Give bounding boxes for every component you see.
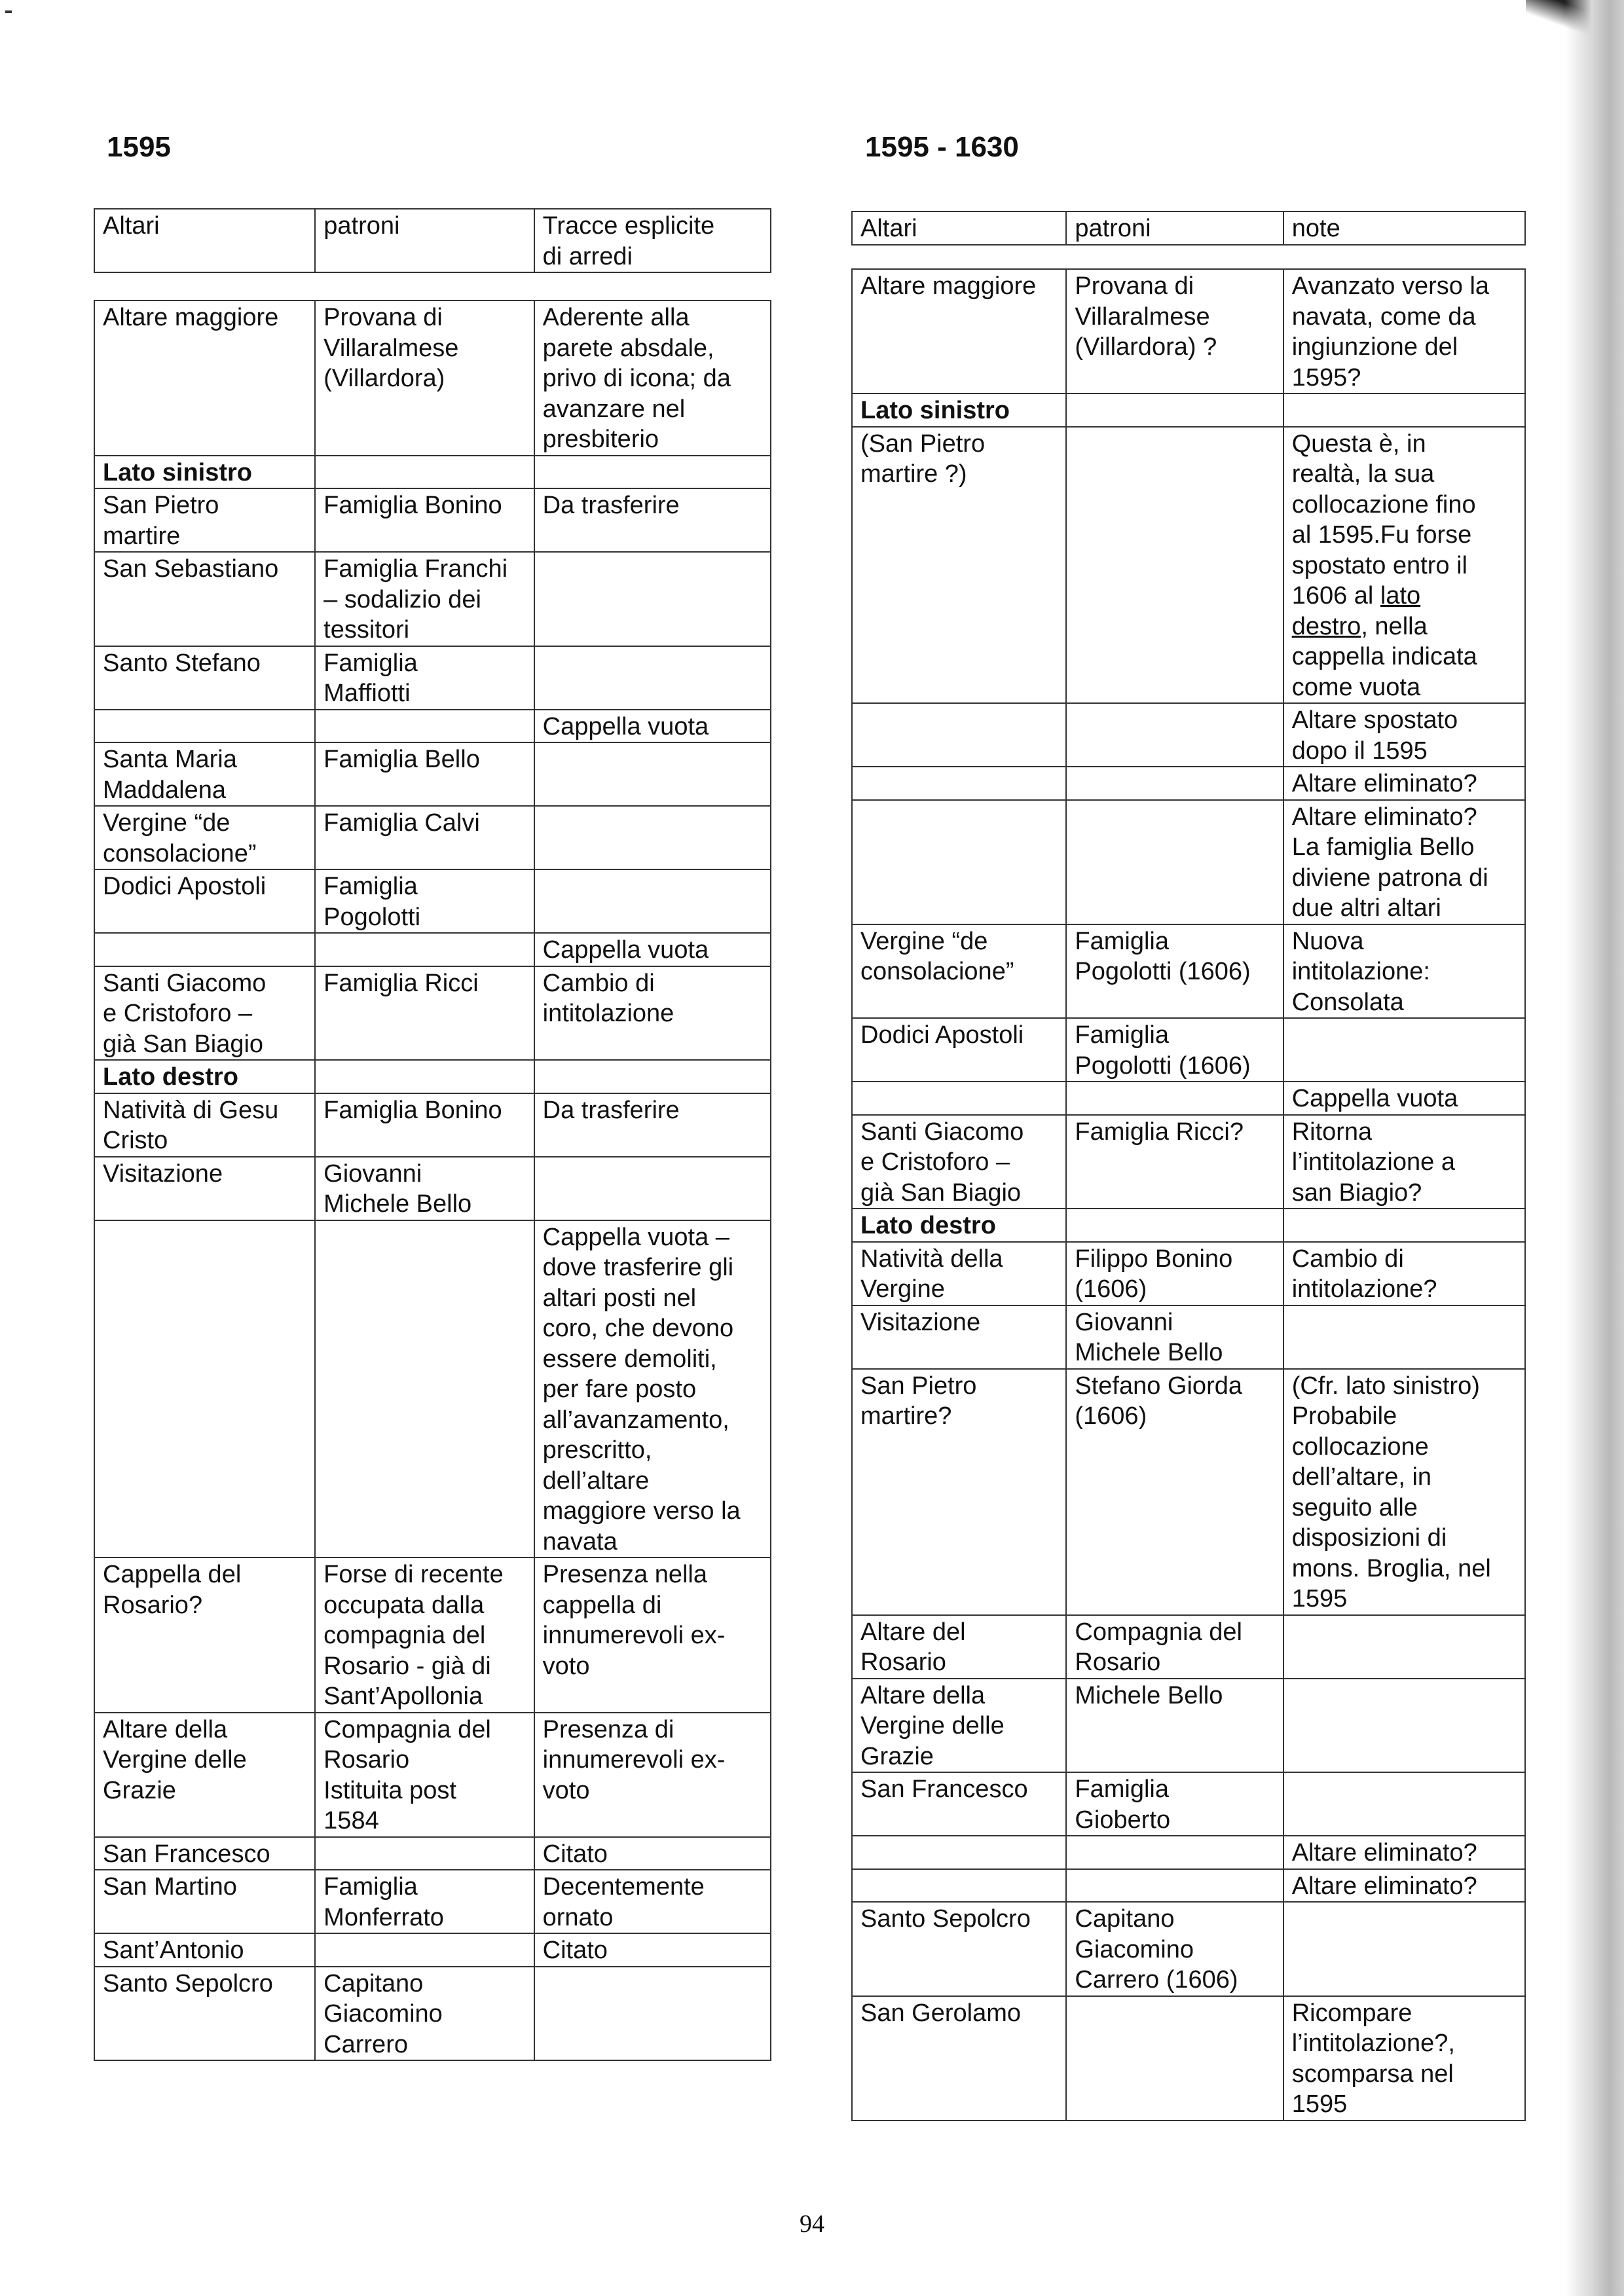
table-row xyxy=(852,767,1525,800)
cell-text: Citato xyxy=(542,1840,608,1868)
altare-cell xyxy=(94,933,315,966)
table-row xyxy=(852,703,1525,767)
table-row xyxy=(94,646,771,710)
cell-text: Natività della Vergine xyxy=(860,1245,1003,1303)
cell-text: Da trasferire xyxy=(542,492,680,519)
patroni-cell xyxy=(1066,393,1283,427)
patroni-cell xyxy=(1066,1305,1283,1369)
patroni-cell xyxy=(315,552,534,646)
cell-text: Compagnia del Rosario xyxy=(1075,1618,1242,1676)
patroni-cell xyxy=(315,742,534,806)
altare-cell xyxy=(852,393,1066,427)
cell-text: Famiglia Bonino xyxy=(323,492,502,519)
note-cell xyxy=(534,301,771,456)
table-row xyxy=(852,1902,1525,1996)
note-cell xyxy=(534,1870,771,1933)
cell-text: Famiglia Monferrato xyxy=(323,1873,444,1931)
altare-cell xyxy=(852,924,1066,1019)
cell-text: Compagnia del Rosario Istituita post 1584 xyxy=(323,1715,491,1834)
table-row xyxy=(852,924,1525,1019)
note-cell xyxy=(1283,1615,1525,1679)
cell-text: Altare della Vergine delle Grazie xyxy=(860,1681,1005,1770)
patroni-cell xyxy=(315,1060,534,1093)
patroni-cell xyxy=(315,1837,534,1870)
cell-text: Giovanni Michele Bello xyxy=(323,1159,472,1218)
cell-text: Altare del Rosario xyxy=(860,1618,966,1676)
table-row xyxy=(94,1933,771,1967)
note-cell xyxy=(534,646,771,710)
patroni-cell xyxy=(315,1157,534,1220)
heading-1595: 1595 xyxy=(107,131,171,163)
table-row xyxy=(94,966,771,1061)
scan-mark xyxy=(5,10,12,13)
table-row xyxy=(852,1679,1525,1773)
altare-cell xyxy=(852,1679,1066,1773)
altare-cell xyxy=(852,1369,1066,1615)
cell-text: Presenza nella cappella di innumerevoli ex- voto xyxy=(542,1561,726,1680)
table-row xyxy=(94,1713,771,1837)
note-cell xyxy=(534,742,771,806)
table-row xyxy=(852,1996,1525,2121)
patroni-cell xyxy=(1066,1772,1283,1836)
left-table xyxy=(94,300,771,2061)
left-table-body xyxy=(94,301,771,2060)
right-table-header xyxy=(851,211,1526,246)
note-cell xyxy=(1283,767,1525,800)
altare-cell xyxy=(852,1869,1066,1903)
table-row xyxy=(94,1870,771,1933)
altare-cell xyxy=(94,1157,315,1220)
note-cell xyxy=(1283,1242,1525,1305)
note-cell xyxy=(1283,1082,1525,1115)
patroni-cell xyxy=(1066,1836,1283,1869)
patroni-cell xyxy=(315,1967,534,2061)
note-cell xyxy=(1283,427,1525,704)
table-row xyxy=(94,552,771,646)
altare-cell xyxy=(852,1242,1066,1305)
cell-text: Ricompare l’intitolazione?, scomparsa nel 1595 xyxy=(1291,1999,1455,2118)
altare-cell xyxy=(94,1967,315,2061)
note-cell xyxy=(534,1220,771,1558)
note-cell xyxy=(1283,924,1525,1019)
cell-text: Altare della Vergine delle Grazie xyxy=(103,1715,247,1804)
cell-text: Famiglia Pogolotti (1606) xyxy=(1075,1021,1251,1080)
table-row xyxy=(852,1242,1525,1305)
cell-text: Cappella vuota xyxy=(542,936,709,964)
note-cell xyxy=(1283,269,1525,393)
cell-text: Famiglia Pogolotti (1606) xyxy=(1075,927,1251,985)
cell-text: Dodici Apostoli xyxy=(860,1021,1024,1049)
patroni-cell xyxy=(315,646,534,710)
patroni-cell xyxy=(315,301,534,456)
cell-text: Lato sinistro xyxy=(103,458,253,486)
table-row xyxy=(852,1305,1525,1369)
cell-text: Famiglia Ricci? xyxy=(1075,1118,1244,1146)
altare-cell xyxy=(852,1836,1066,1869)
section-row xyxy=(94,456,771,489)
table-row xyxy=(852,800,1525,924)
patroni-cell xyxy=(315,456,534,489)
cell-text: Santo Sepolcro xyxy=(860,1905,1031,1933)
cell-text: Famiglia Bello xyxy=(323,746,480,773)
table-row xyxy=(94,1093,771,1157)
cell-text: Capitano Giacomino Carrero (1606) xyxy=(1075,1905,1238,1994)
cell-text: San Gerolamo xyxy=(860,1999,1022,2027)
patroni-cell xyxy=(1066,1369,1283,1615)
altare-cell xyxy=(94,806,315,869)
cell-text: Santo Stefano xyxy=(103,649,261,677)
note-cell xyxy=(1283,1836,1525,1869)
table-row xyxy=(94,742,771,806)
cell-text: San Pietro martire? xyxy=(860,1372,977,1430)
patroni-cell xyxy=(315,933,534,966)
section-row xyxy=(94,1060,771,1093)
patroni-cell xyxy=(315,1713,534,1837)
cell-text: Famiglia Pogolotti xyxy=(323,873,421,931)
cell-text: Presenza di innumerevoli ex- voto xyxy=(542,1715,726,1804)
note-cell xyxy=(1283,703,1525,767)
altare-cell xyxy=(852,703,1066,767)
note-cell xyxy=(1283,1996,1525,2121)
cell-text: Famiglia Bonino xyxy=(323,1096,502,1124)
table-row xyxy=(852,1115,1525,1209)
altare-cell xyxy=(94,552,315,646)
cell-text: (San Pietro martire ?) xyxy=(860,429,986,488)
note-cell xyxy=(1283,1115,1525,1209)
altare-cell xyxy=(94,869,315,933)
cell-text: Nuova intitolazione: Consolata xyxy=(1291,927,1430,1016)
note-cell xyxy=(534,1157,771,1220)
cell-text: Dodici Apostoli xyxy=(103,873,267,900)
cell-text: Altare spostato dopo il 1595 xyxy=(1291,706,1458,765)
note-cell xyxy=(1283,1305,1525,1369)
note-cell xyxy=(534,1933,771,1967)
cell-text: Avanzato verso la navata, come da ingiunzione del 1595? xyxy=(1291,272,1490,392)
altare-cell xyxy=(852,1115,1066,1209)
note-cell xyxy=(1283,1209,1525,1242)
cell-text: Cappella del Rosario? xyxy=(103,1561,242,1619)
patroni-cell xyxy=(1066,924,1283,1019)
cell-text: Capitano Giacomino Carrero xyxy=(323,1969,443,2058)
table-row xyxy=(852,1018,1525,1082)
cell-text: Famiglia Gioberto xyxy=(1075,1776,1171,1834)
cell-text: Natività di Gesu Cristo xyxy=(103,1096,279,1154)
cell-text: Cappella vuota xyxy=(1291,1085,1458,1112)
patroni-cell xyxy=(1066,800,1283,924)
cell-text: Da trasferire xyxy=(542,1096,680,1124)
note-cell xyxy=(534,1558,771,1713)
table-row xyxy=(94,488,771,552)
altare-cell xyxy=(852,1018,1066,1082)
column-header-patroni: patroni xyxy=(1066,211,1283,245)
column-header-note: note xyxy=(1283,211,1525,245)
cell-text: Santi Giacomo e Cristoforo – già San Biagio xyxy=(860,1118,1024,1207)
table-row xyxy=(852,1369,1525,1615)
altare-cell xyxy=(94,1713,315,1837)
scan-binding-shadow xyxy=(1565,0,1624,2296)
patroni-cell xyxy=(1066,1869,1283,1903)
cell-text: Altare eliminato? La famiglia Bello diviene patrona di due altri altari xyxy=(1291,803,1488,922)
cell-text: San Sebastiano xyxy=(103,555,279,583)
table-row xyxy=(94,301,771,456)
cell-text: Cambio di intitolazione xyxy=(542,969,674,1027)
cell-text: Santi Giacomo e Cristoforo – già San Biagio xyxy=(103,969,267,1058)
table-row xyxy=(94,869,771,933)
note-cell xyxy=(534,806,771,869)
note-cell xyxy=(534,710,771,743)
cell-text: Famiglia Maffiotti xyxy=(323,649,418,707)
note-cell xyxy=(534,488,771,552)
patroni-cell xyxy=(315,710,534,743)
altare-cell xyxy=(94,1220,315,1558)
cell-text: Famiglia Calvi xyxy=(323,809,480,837)
table-row xyxy=(852,1772,1525,1836)
altare-cell xyxy=(94,456,315,489)
altare-cell xyxy=(94,1558,315,1713)
table-row xyxy=(94,1220,771,1558)
altare-cell xyxy=(94,1933,315,1967)
altare-cell xyxy=(94,1837,315,1870)
patroni-cell xyxy=(1066,1018,1283,1082)
cell-text: Michele Bello xyxy=(1075,1681,1223,1709)
patroni-cell xyxy=(315,1933,534,1967)
note-cell xyxy=(534,552,771,646)
table-row xyxy=(852,269,1525,393)
patroni-cell xyxy=(1066,1615,1283,1679)
note-cell xyxy=(534,966,771,1061)
cell-text: Lato destro xyxy=(103,1063,238,1091)
patroni-cell xyxy=(1066,1996,1283,2121)
altare-cell xyxy=(94,1093,315,1157)
cell-text: Forse di recente occupata dalla compagnia del Rosario - già di Sant’Apollonia xyxy=(323,1561,504,1710)
cell-text: Altare maggiore xyxy=(103,304,279,331)
right-table xyxy=(851,268,1526,2121)
table-row xyxy=(852,1836,1525,1869)
patroni-cell xyxy=(315,1870,534,1933)
cell-text: San Francesco xyxy=(860,1776,1028,1803)
note-cell xyxy=(534,1713,771,1837)
altare-cell xyxy=(852,1615,1066,1679)
cell-text: Lato destro xyxy=(860,1212,996,1239)
altare-cell xyxy=(94,966,315,1061)
note-cell xyxy=(1283,1772,1525,1836)
patroni-cell xyxy=(1066,1679,1283,1773)
table-row xyxy=(94,1157,771,1220)
cell-text: Provana di Villaralmese (Villardora) xyxy=(323,304,459,392)
note-cell xyxy=(1283,393,1525,427)
cell-text: San Francesco xyxy=(103,1840,270,1868)
patroni-cell xyxy=(1066,1115,1283,1209)
altare-cell xyxy=(852,1305,1066,1369)
cell-text: Lato sinistro xyxy=(860,397,1010,424)
patroni-cell xyxy=(1066,1242,1283,1305)
table-row xyxy=(852,1615,1525,1679)
note-cell xyxy=(534,1967,771,2061)
altare-cell xyxy=(852,427,1066,704)
cell-text: Cambio di intitolazione? xyxy=(1291,1245,1437,1303)
cell-text: Filippo Bonino (1606) xyxy=(1075,1245,1233,1303)
cell-text: Santa Maria Maddalena xyxy=(103,746,237,804)
note-cell xyxy=(1283,1679,1525,1773)
altare-cell xyxy=(852,1772,1066,1836)
patroni-cell xyxy=(315,1220,534,1558)
cell-text: Cappella vuota xyxy=(542,712,709,740)
note-cell xyxy=(1283,1018,1525,1082)
cell-text: Visitazione xyxy=(103,1159,223,1188)
patroni-cell xyxy=(1066,1902,1283,1996)
cell-text: Famiglia Ricci xyxy=(323,969,479,997)
patroni-cell xyxy=(1066,767,1283,800)
patroni-cell xyxy=(1066,269,1283,393)
heading-1595-1630: 1595 - 1630 xyxy=(865,131,1019,163)
cell-text: Aderente alla parete absdale, privo di icona; da avanzare nel presbiterio xyxy=(542,304,731,453)
note-cell xyxy=(534,456,771,489)
cell-text: Visitazione xyxy=(860,1308,981,1336)
patroni-cell xyxy=(315,488,534,552)
altare-cell xyxy=(852,269,1066,393)
table-row xyxy=(94,1967,771,2061)
cell-text: San Pietro martire xyxy=(103,492,219,550)
section-row xyxy=(852,393,1525,427)
altare-cell xyxy=(94,1870,315,1933)
patroni-cell xyxy=(1066,703,1283,767)
note-cell xyxy=(1283,1369,1525,1615)
cell-text: Vergine “de consolacione” xyxy=(860,927,1014,985)
table-row xyxy=(94,710,771,743)
note-cell xyxy=(1283,800,1525,924)
cell-text: Questa è, in realtà, la sua collocazione fino al 1595.Fu forse spostato entro il 1606 al lato destro, nella cappella indicata come vuota xyxy=(1291,429,1477,701)
patroni-cell xyxy=(315,1558,534,1713)
altare-cell xyxy=(94,1060,315,1093)
cell-text: Cappella vuota – dove trasferire gli altari posti nel coro, che devono essere demoliti, per fare posto all’avanzamento, prescritto, dell’altare maggiore verso la navata xyxy=(542,1223,741,1556)
cell-text: Santo Sepolcro xyxy=(103,1969,273,1997)
patroni-cell xyxy=(315,869,534,933)
altare-cell xyxy=(852,767,1066,800)
table-row xyxy=(852,1082,1525,1115)
altare-cell xyxy=(94,742,315,806)
cell-text: Decentemente ornato xyxy=(542,1873,705,1931)
altare-cell xyxy=(852,1996,1066,2121)
cell-text: Altare eliminato? xyxy=(1291,1872,1477,1900)
cell-text: Provana di Villaralmese (Villardora) ? xyxy=(1075,272,1217,361)
altare-cell xyxy=(94,488,315,552)
right-table-body xyxy=(852,269,1525,2121)
column-header-altari: Altari xyxy=(852,211,1066,245)
cell-text: Vergine “de consolacione” xyxy=(103,809,257,867)
table-row xyxy=(94,933,771,966)
table-row xyxy=(94,1837,771,1870)
column-header-tracce xyxy=(534,209,771,272)
patroni-cell xyxy=(1066,427,1283,704)
altare-cell xyxy=(852,1902,1066,1996)
table-row xyxy=(852,427,1525,704)
column-header-patroni: patroni xyxy=(315,209,534,272)
altare-cell xyxy=(852,800,1066,924)
cell-text: Citato xyxy=(542,1937,608,1964)
patroni-cell xyxy=(315,1093,534,1157)
column-header-altari: Altari xyxy=(94,209,315,272)
cell-text: Altare eliminato? xyxy=(1291,770,1477,797)
note-cell xyxy=(534,1060,771,1093)
note-cell xyxy=(534,869,771,933)
cell-text: Famiglia Franchi – sodalizio dei tessitori xyxy=(323,555,508,644)
altare-cell xyxy=(94,646,315,710)
patroni-cell xyxy=(315,806,534,869)
patroni-cell xyxy=(1066,1209,1283,1242)
altare-cell xyxy=(94,710,315,743)
note-cell xyxy=(534,1093,771,1157)
altare-cell xyxy=(852,1082,1066,1115)
section-row xyxy=(852,1209,1525,1242)
table-row xyxy=(94,1558,771,1713)
altare-cell xyxy=(852,1209,1066,1242)
patroni-cell xyxy=(315,966,534,1061)
left-table-header xyxy=(94,208,771,273)
note-cell xyxy=(1283,1902,1525,1996)
note-cell xyxy=(534,1837,771,1870)
altare-cell xyxy=(94,301,315,456)
cell-text: Giovanni Michele Bello xyxy=(1075,1308,1223,1366)
cell-text: San Martino xyxy=(103,1873,237,1901)
cell-text: Altare eliminato? xyxy=(1291,1839,1477,1867)
cell-text: Ritorna l’intitolazione a san Biagio? xyxy=(1291,1118,1455,1207)
cell-text: Altare maggiore xyxy=(860,272,1037,300)
table-row xyxy=(94,806,771,869)
cell-text: Sant’Antonio xyxy=(103,1937,244,1964)
cell-text: Stefano Giorda (1606) xyxy=(1075,1372,1242,1430)
note-cell xyxy=(1283,1869,1525,1903)
patroni-cell xyxy=(1066,1082,1283,1115)
note-cell xyxy=(534,933,771,966)
column-header-tracce-text: Tracce esplicite di arredi xyxy=(542,212,715,270)
table-row xyxy=(852,1869,1525,1903)
page-number: 94 xyxy=(800,2210,824,2238)
cell-text: (Cfr. lato sinistro) Probabile collocazione dell’altare, in seguito alle disposizioni di mons. Broglia, nel 1595 xyxy=(1291,1372,1491,1613)
